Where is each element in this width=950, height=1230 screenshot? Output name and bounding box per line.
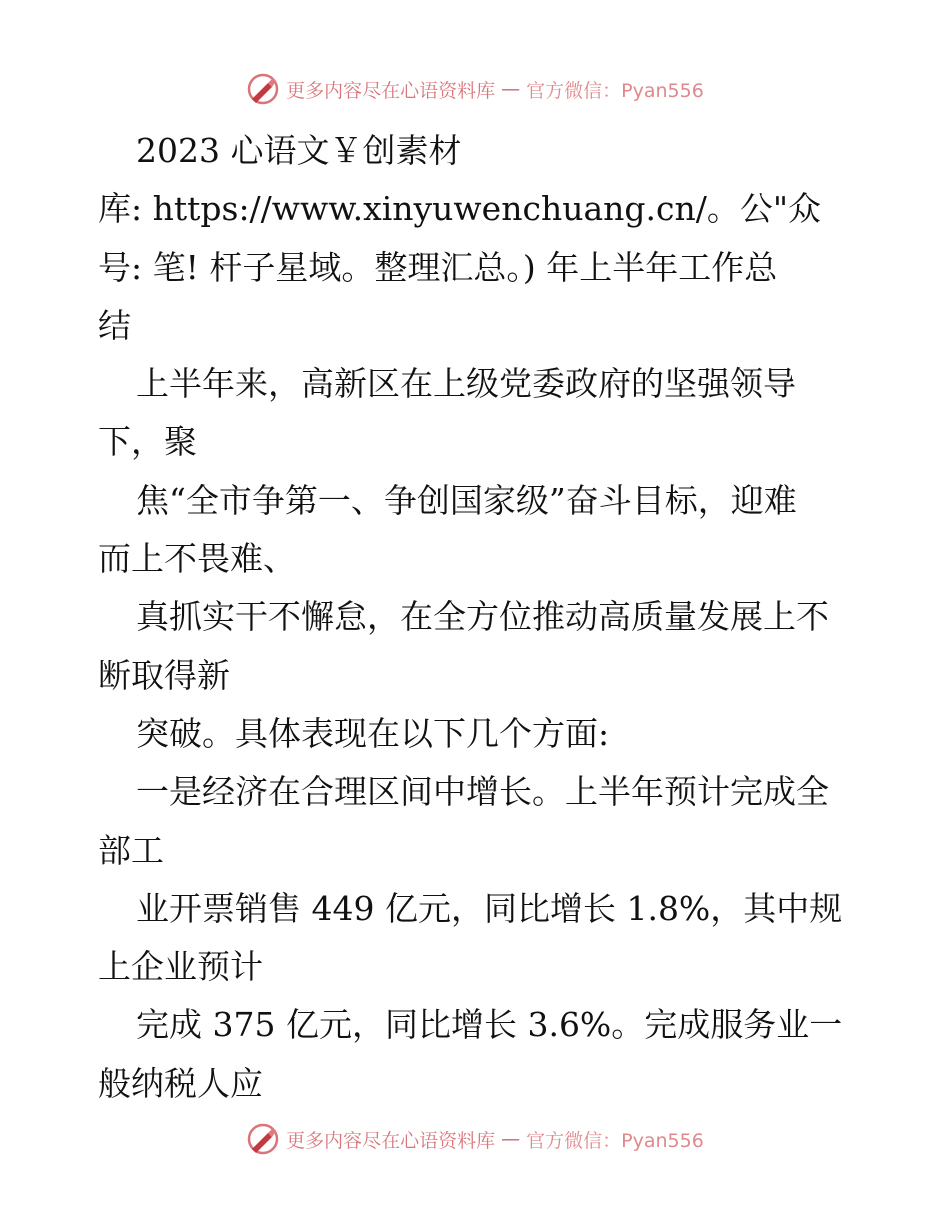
text-line: 断取得新 bbox=[98, 655, 230, 695]
watermark-text: 更多内容尽在心语资料库 bbox=[286, 79, 496, 102]
text-line: 业开票销售 449 亿元，同比增长 1.8%，其中规 bbox=[136, 888, 843, 928]
text-line: 般纳税人应 bbox=[98, 1063, 263, 1103]
text-line: 下，聚 bbox=[98, 422, 197, 462]
text-line: 部工 bbox=[98, 830, 164, 870]
watermark-separator: — bbox=[501, 1128, 521, 1150]
text-line: 一是经济在合理区间中增长。上半年预计完成全 bbox=[136, 772, 829, 812]
text-line: 号: 笔! 杆子星域。整理汇总。) 年上半年工作总 bbox=[98, 247, 778, 287]
text-line: 2023 心语文￥创素材 bbox=[136, 131, 462, 170]
text-line: 结 bbox=[98, 305, 131, 345]
watermark-wechat: 官方微信：Pyan556 bbox=[526, 1129, 704, 1152]
watermark-separator: — bbox=[501, 78, 521, 100]
pen-logo-icon bbox=[246, 1122, 280, 1156]
text-line: 真抓实干不懈怠，在全方位推动高质量发展上不 bbox=[136, 597, 829, 637]
text-line: 上半年来，高新区在上级党委政府的坚强领导 bbox=[136, 364, 796, 404]
document-body bbox=[98, 122, 858, 1113]
footer-watermark bbox=[0, 1122, 950, 1156]
text-line: 库: https://www.xinyuwenchuang.cn/。公"众 bbox=[98, 189, 822, 229]
text-line: 焦“全市争第一、争创国家级”奋斗目标，迎难 bbox=[136, 480, 797, 520]
text-line: 完成 375 亿元，同比增长 3.6%。完成服务业一 bbox=[136, 1005, 843, 1045]
text-line: 突破。具体表现在以下几个方面: bbox=[136, 713, 610, 753]
pen-logo-icon bbox=[246, 72, 280, 106]
header-watermark bbox=[0, 72, 950, 106]
text-line: 而上不畏难、 bbox=[98, 539, 296, 579]
text-line: 上企业预计 bbox=[98, 947, 263, 987]
watermark-wechat: 官方微信：Pyan556 bbox=[526, 79, 704, 102]
watermark-text: 更多内容尽在心语资料库 bbox=[286, 1129, 496, 1152]
